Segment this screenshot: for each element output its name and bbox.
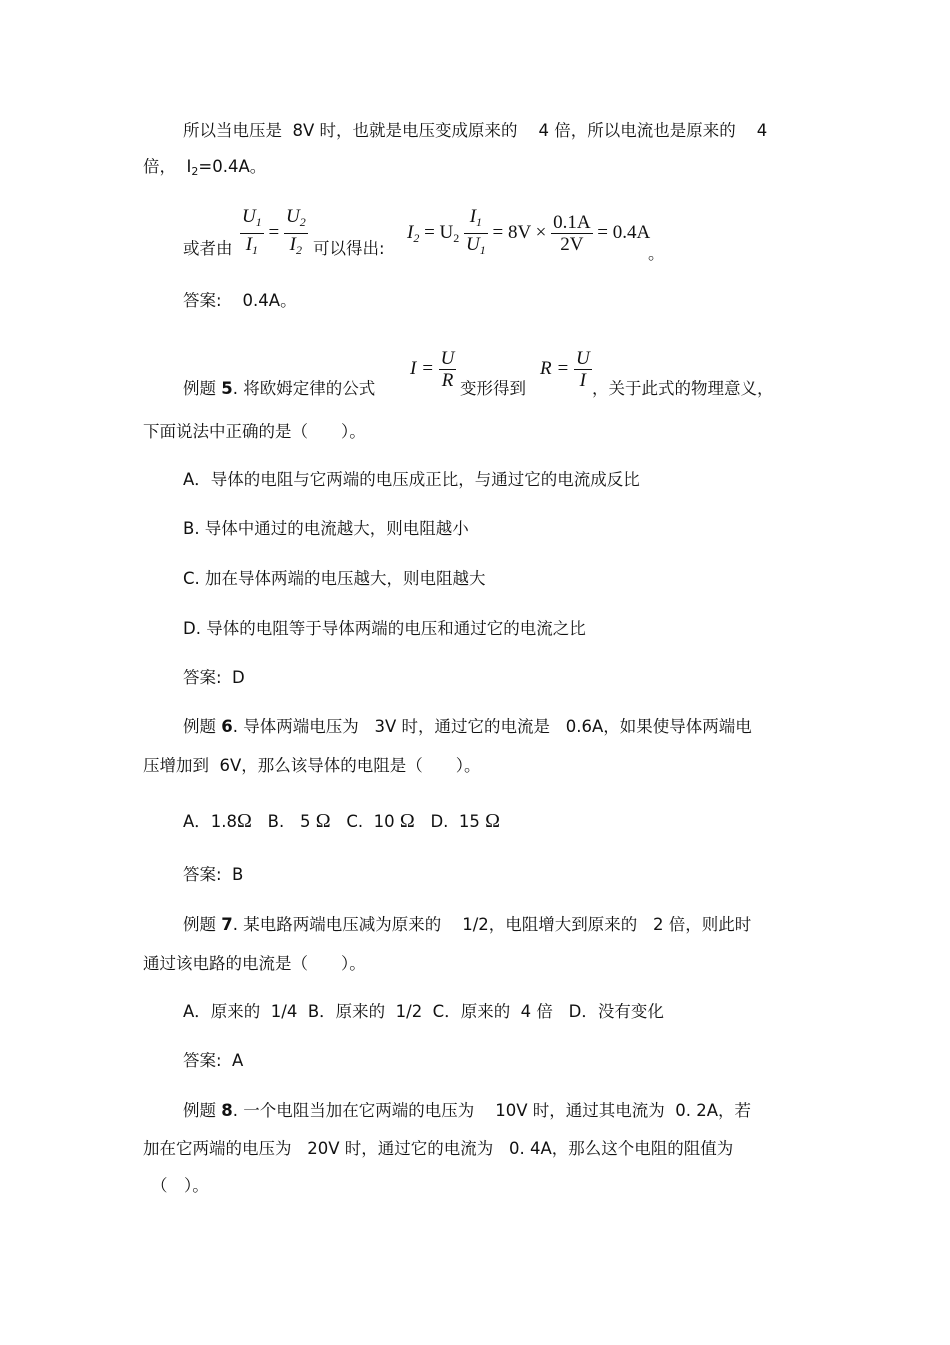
text-line: 通过该电路的电流是（ ）。 (143, 954, 366, 973)
options-line: A．原来的 1/4 B．原来的 1/2 C．原来的 4 倍 D．没有变化 (183, 1002, 664, 1021)
text-line: 下面说法中正确的是（ ）。 (143, 422, 366, 441)
question-5-line: 例题 5. 将欧姆定律的公式 (183, 379, 376, 398)
text-line: 加在它两端的电压为 20V 时，通过它的电流为 0. 4A，那么这个电阻的阻值为 (143, 1139, 734, 1158)
text-line: 倍， I2=0.4A。 (143, 157, 267, 178)
text-line: ，关于此式的物理意义， (592, 379, 774, 398)
answer-line: 答案: 0.4A。 (183, 291, 297, 310)
option-b: B. 导体中通过的电流越大，则电阻越小 (183, 519, 469, 538)
answer-line: 答案: D (183, 668, 245, 687)
resistance-formula: R = $\frac{U}{I}$ (540, 348, 590, 391)
answer-line: 答案: B (183, 865, 244, 884)
text-line: 或者由 (183, 239, 233, 258)
option-a: A．导体的电阻与它两端的电压成正比，与通过它的电流成反比 (183, 470, 640, 489)
result-formula: $I_2 = U_2$ $\frac{I_1}{U_1}$ = 8V × $\frac{0.1A}{2V}$ = 0.4A (407, 206, 651, 257)
text-line: 可以得出: (313, 239, 385, 258)
text-line: 变形得到 (460, 379, 526, 398)
text-line: 。 (648, 244, 665, 263)
ratio-formula: $\frac{U_1}{I_1}$ = $\frac{U_2}{I_2}$ (242, 206, 306, 257)
question-7-line: 例题 7. 某电路两端电压减为原来的 1/2，电阻增大到原来的 2 倍，则此时 (183, 915, 752, 934)
text-line: 压增加到 6V，那么该导体的电阻是（ ）。 (143, 756, 481, 775)
text-line: （ ）。 (151, 1176, 209, 1195)
question-8-line: 例题 8. 一个电阻当加在它两端的电压为 10V 时，通过其电流为 0. 2A，若 (183, 1101, 751, 1120)
option-c: C. 加在导体两端的电压越大，则电阻越大 (183, 569, 486, 588)
ohm-law-formula: I = $\frac{U}{R}$ (410, 348, 455, 391)
answer-line: 答案: A (183, 1051, 244, 1070)
text-line: 所以当电压是 8V 时，也就是电压变成原来的 4 倍，所以电流也是原来的 4 (183, 121, 768, 140)
option-d: D. 导体的电阻等于导体两端的电压和通过它的电流之比 (183, 619, 586, 638)
options-line: A．1.8Ω B. 5 Ω C. 10 Ω D. 15 Ω (183, 810, 501, 832)
question-6-line: 例题 6. 导体两端电压为 3V 时，通过它的电流是 0.6A，如果使导体两端电 (183, 717, 752, 736)
